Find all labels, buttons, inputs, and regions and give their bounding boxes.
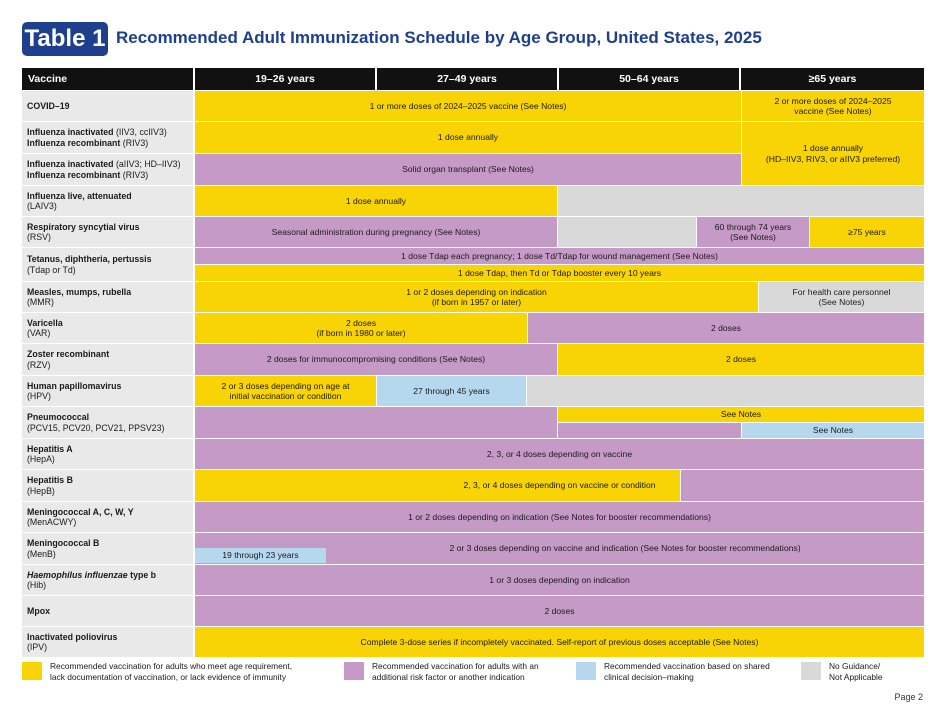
vaccine-tdap: Tetanus, diphtheria, pertussis (Tdap or Td) [22, 248, 193, 281]
legend-text-purple: Recommended vaccination for adults with an additional risk factor or another indication [372, 661, 539, 682]
cell-covid: 1 or more doses of 2024–2025 vaccine (See Notes) [195, 91, 741, 121]
vaccine-pneumococcal: Pneumococcal (PCV15, PCV20, PCV21, PPSV23) [22, 407, 193, 438]
cell-menacwy: 1 or 2 doses depending on indication (See Notes for booster recommendations) [195, 502, 924, 532]
cell-tdap-pregnancy: 1 dose Tdap each pregnancy; 1 dose Td/Tdap for wound management (See Notes) [195, 248, 924, 264]
legend-text-yellow: Recommended vaccination for adults who meet age requirement, lack documentation of vaccination, or lack evidence of immunity [50, 661, 293, 682]
page-title: Recommended Adult Immunization Schedule by Age Group, United States, 2025 [116, 28, 762, 47]
cell-menb-19-23: 19 through 23 years [195, 548, 326, 563]
header-vaccine: Vaccine [22, 68, 193, 90]
vaccine-covid: COVID–19 [22, 91, 193, 121]
table-number-badge: Table 1 [22, 22, 108, 56]
cell-hpv-27-45: 27 through 45 years [377, 376, 526, 406]
cell-zoster-immunocompromised: 2 doses for immunocompromising conditions (See Notes) [195, 344, 557, 375]
vaccine-hepb: Hepatitis B (HepB) [22, 470, 193, 501]
vaccine-hib: Haemophilus influenzae type b (Hib) [22, 565, 193, 595]
legend-swatch-gray [801, 662, 821, 680]
vaccine-laiv: Influenza live, attenuated (LAIV3) [22, 186, 193, 216]
cell-tdap-booster: 1 dose Tdap, then Td or Tdap booster every 10 years [195, 265, 924, 281]
vaccine-ipv: Inactivated poliovirus (IPV) [22, 627, 193, 657]
cell-rsv-pregnancy: Seasonal administration during pregnancy (See Notes) [195, 217, 557, 247]
vaccine-mmr: Measles, mumps, rubella (MMR) [22, 282, 193, 312]
vaccine-varicella: Varicella (VAR) [22, 313, 193, 343]
vaccine-hepa: Hepatitis A (HepA) [22, 439, 193, 469]
cell-mpox: 2 doses [195, 596, 924, 626]
cell-rsv-75: ≥75 years [810, 217, 924, 247]
cell-ipv: Complete 3-dose series if incompletely vaccinated. Self-report of previous doses acceptable (See Notes) [195, 627, 924, 657]
vaccine-hpv: Human papillomavirus (HPV) [22, 376, 193, 406]
cell-pneumo-risk [195, 407, 557, 438]
cell-hib: 1 or 3 doses depending on indication [195, 565, 924, 595]
cell-flu-65: 1 dose annually (HD–IIV3, RIV3, or aIIV3 preferred) [742, 122, 924, 185]
header-65-plus: ≥65 years [741, 68, 924, 90]
cell-varicella-2-doses: 2 doses [528, 313, 924, 343]
vaccine-menb: Meningococcal B (MenB) [22, 533, 193, 564]
cell-menb: 2 or 3 doses depending on vaccine and indication (See Notes for booster recommendations) [195, 533, 924, 564]
cell-flu-transplant: Solid organ transplant (See Notes) [195, 154, 741, 185]
cell-hpv-doses: 2 or 3 doses depending on age at initial vaccination or condition [195, 376, 376, 406]
cell-pneumo-see-notes-2: See Notes [742, 423, 924, 438]
cell-pneumo-see-notes-1: See Notes [558, 407, 924, 422]
cell-covid-65: 2 or more doses of 2024–2025 vaccine (See Notes) [742, 91, 924, 121]
vaccine-flu-inactivated-1: Influenza inactivated (IIV3, ccIIV3) Influenza recombinant (RIV3) [22, 122, 193, 153]
cell-hpv-na [527, 376, 924, 406]
header-27-49: 27–49 years [377, 68, 557, 90]
vaccine-mpox: Mpox [22, 596, 193, 626]
cell-rsv-na [558, 217, 696, 247]
legend-text-gray: No Guidance/ Not Applicable [829, 661, 883, 682]
header-50-64: 50–64 years [559, 68, 739, 90]
legend-text-blue: Recommended vaccination based on shared clinical decision–making [604, 661, 770, 682]
legend-swatch-blue [576, 662, 596, 680]
cell-mmr: 1 or 2 doses depending on indication (if born in 1957 or later) [195, 282, 758, 312]
cell-mmr-hcp: For health care personnel (See Notes) [759, 282, 924, 312]
vaccine-rsv: Respiratory syncytial virus (RSV) [22, 217, 193, 247]
cell-laiv: 1 dose annually [195, 186, 557, 216]
header-19-26: 19–26 years [195, 68, 375, 90]
cell-rsv-60-74: 60 through 74 years (See Notes) [697, 217, 809, 247]
cell-zoster-2-doses: 2 doses [558, 344, 924, 375]
cell-laiv-na [558, 186, 924, 216]
cell-pneumo-risk-2 [558, 423, 741, 438]
cell-varicella-born-1980: 2 doses (if born in 1980 or later) [195, 313, 527, 343]
cell-hepa: 2, 3, or 4 doses depending on vaccine [195, 439, 924, 469]
legend-swatch-purple [344, 662, 364, 680]
page-number: Page 2 [894, 692, 923, 702]
legend-swatch-yellow [22, 662, 42, 680]
vaccine-menacwy: Meningococcal A, C, W, Y (MenACWY) [22, 502, 193, 532]
vaccine-flu-inactivated-2: Influenza inactivated (aIIV3; HD–IIV3) Influenza recombinant (RIV3) [22, 154, 193, 185]
vaccine-zoster: Zoster recombinant (RZV) [22, 344, 193, 375]
cell-flu-annual: 1 dose annually [195, 122, 741, 153]
cell-hepb-label: 2, 3, or 4 doses depending on vaccine or condition [463, 480, 656, 491]
